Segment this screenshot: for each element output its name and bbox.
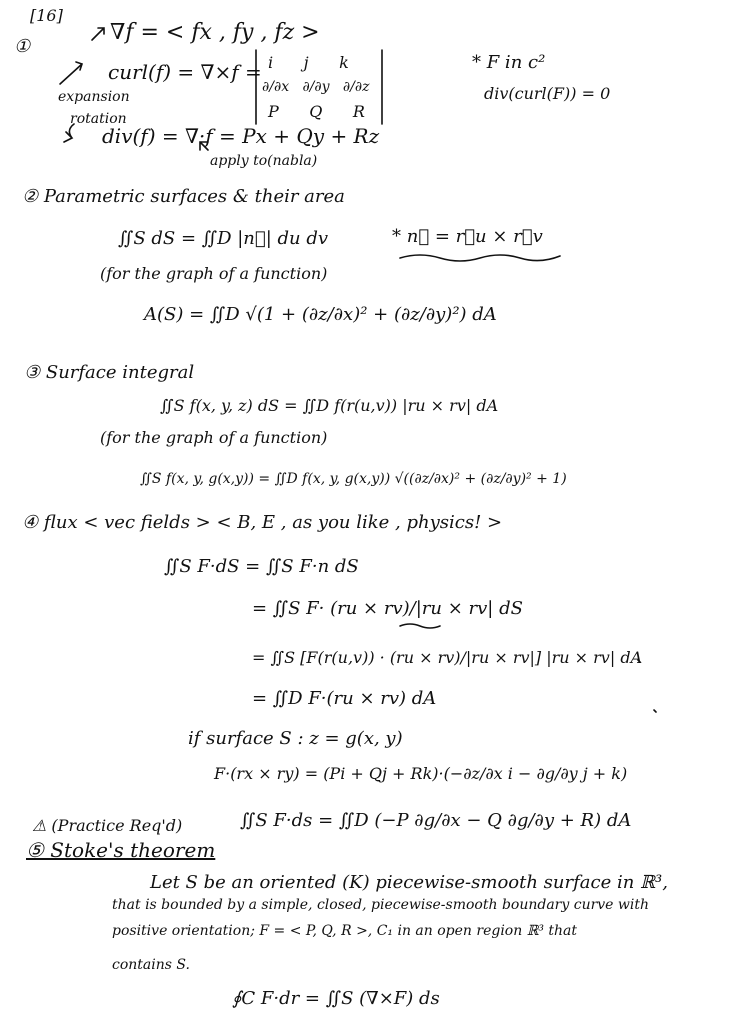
- rotation-arrow: [64, 124, 74, 142]
- divergence-equation: div(f) = ∇·f = Px + Qy + Rz: [102, 124, 380, 148]
- if-surface-note: if surface S : z = g(x, y): [188, 728, 403, 749]
- section-4-heading: ④ flux < vec fields > < B, E , as you like , physics! >: [22, 512, 503, 533]
- graph-note-2: (for the graph of a function): [100, 264, 328, 283]
- stokes-paragraph-1: Let S be an oriented (K) piecewise-smooth surface in ℝ³,: [150, 872, 668, 893]
- rotation-label: rotation: [70, 111, 127, 127]
- surface-integral-equation: ∬S f(x, y, z) dS = ∬D f(r(u,v)) |ru × rv| dA: [160, 396, 499, 415]
- area-of-graph-equation: A(S) = ∬D √(1 + (∂z/∂x)² + (∂z/∂y)²) dA: [144, 304, 497, 325]
- flux-line-4: = ∬D F·(ru × rv) dA: [252, 688, 437, 709]
- determinant-row-1: i j k: [268, 53, 349, 72]
- surface-integral-graph-equation: ∬S f(x, y, g(x,y)) = ∬D f(x, y, g(x,y)) √((∂z/∂x)² + (∂z/∂y)² + 1): [140, 471, 567, 487]
- section-3-heading: ③ Surface integral: [24, 362, 195, 383]
- dot-mark-2: [654, 710, 656, 712]
- side-note-2: div(curl(F)) = 0: [484, 84, 611, 103]
- flux-line-6: ∬S F·ds = ∬D (−P ∂g/∂x − Q ∂g/∂y + R) dA: [240, 810, 632, 831]
- apply-note: apply to(nabla): [210, 153, 318, 169]
- flux-line-1: ∬S F·dS = ∬S F·n dS: [164, 556, 359, 577]
- flux-line-5: F·(rx × ry) = (Pi + Qj + Rk)·(−∂z/∂x i − ∂g/∂y j + k): [214, 764, 628, 783]
- section-5-heading: ⑤ Stoke's theorem: [26, 838, 216, 862]
- section-1-number: ①: [14, 36, 31, 57]
- flux-line-2: = ∬S F· (ru × rv)/|ru × rv| dS: [252, 598, 523, 619]
- gradient-arrow: [92, 28, 104, 40]
- apply-arrow: [200, 142, 208, 150]
- stokes-paragraph-4: contains S.: [112, 957, 190, 973]
- flux-line-3: = ∬S [F(r(u,v)) · (ru × rv)/|ru × rv|] |ru × rv| dA: [252, 648, 643, 667]
- practice-note: ⚠ (Practice Req'd): [32, 816, 183, 835]
- stokes-paragraph-2: that is bounded by a simple, closed, piecewise-smooth boundary curve with: [112, 897, 650, 913]
- surface-area-equation: ∬S dS = ∬D |n⃗| du dv: [118, 228, 329, 249]
- side-note-1: * F in c²: [472, 52, 546, 73]
- normal-underline: [400, 255, 560, 261]
- graph-note-3: (for the graph of a function): [100, 428, 328, 447]
- stokes-equation: ∮C F·dr = ∬S (∇×F) ds: [232, 988, 440, 1009]
- determinant-row-2: ∂/∂x ∂/∂y ∂/∂z: [262, 79, 370, 95]
- expansion-arrow: [60, 62, 82, 84]
- determinant-row-3: P Q R: [268, 102, 365, 121]
- normal-vector-note: * n⃗ = r⃗u × r⃗v: [392, 226, 543, 247]
- stokes-paragraph-3: positive orientation; F = < P, Q, R >, C₁ in an open region ℝ³ that: [112, 923, 578, 939]
- dot-mark-1: [638, 660, 640, 662]
- section-2-heading: ② Parametric surfaces & their area: [22, 186, 345, 207]
- page-label: [16]: [30, 6, 63, 25]
- expansion-label: expansion: [58, 89, 130, 105]
- curl-equation: curl(f) = ∇×f =: [108, 60, 262, 84]
- gradient-equation: ∇f = < fx , fy , fz >: [110, 20, 320, 45]
- flux-tilde: [400, 624, 440, 628]
